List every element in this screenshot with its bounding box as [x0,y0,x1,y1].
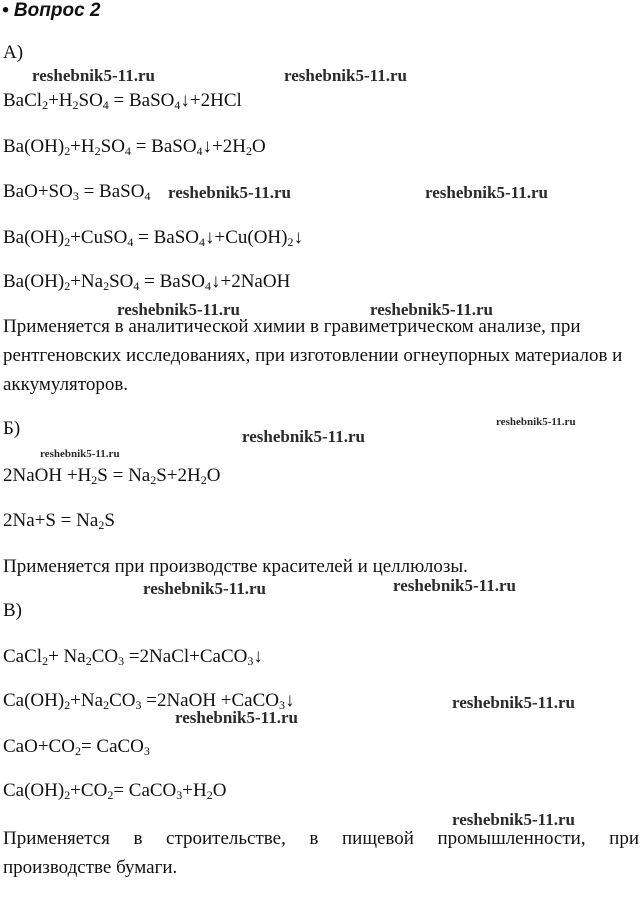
watermark: reshebnik5-11.ru [393,576,516,595]
watermark: reshebnik5-11.ru [40,448,120,460]
equation-a5: $Ba(OH)_2+Na_2SO_4$ = BaSO$_4$↓+2NaOH [3,271,291,293]
equation-a4: $Ba(OH)_2+CuSO_4$ = $BaSO_4↓+Cu(OH)_2↓$ [3,227,303,249]
watermark: reshebnik5-11.ru [370,300,493,319]
equation-b2: $2Na+S = Na_2S$ [3,510,115,532]
watermark: reshebnik5-11.ru [284,66,407,85]
equation-a2: $Ba(OH)_2+H_2SO_4$ = $BaSO_4↓+2H_2O$ [3,136,266,158]
watermark: reshebnik5-11.ru [452,810,575,829]
section-a-label: А) [3,42,24,63]
section-b-label: Б) [3,418,21,439]
watermark: reshebnik5-11.ru [175,708,298,727]
section-a-text: Применяется в аналитической химии в гравиметрическом анализе, при рентгеновских исследованиях, при изготовлении огнеупорных материалов и аккумуляторов. [3,316,623,395]
watermark: reshebnik5-11.ru [168,183,291,202]
watermark: reshebnik5-11.ru [425,183,548,202]
section-b-text: Применяется при производстве красителей и целлюлозы. [3,556,468,577]
equation-c2: $Ca(OH)_2+Na_2CO_3$ =2NaOH +CaCO$_3$↓ [3,690,295,712]
equation-a1: $BaCl_2+H_2SO_4$ = BaSO$_4$↓+2HCl [3,90,242,112]
equation-c4: $Ca(OH)_2+CO_2=$ $CaCO_3+H_2O$ [3,780,227,802]
watermark: reshebnik5-11.ru [117,300,240,319]
section-c-text: Применяется в строительстве, в пищевой промышленности, при производстве бумаги. [3,828,639,878]
watermark: reshebnik5-11.ru [452,693,575,712]
watermark: reshebnik5-11.ru [143,579,266,598]
watermark: reshebnik5-11.ru [496,416,576,428]
question-title: • Вопрос 2 [2,0,101,21]
equation-a3: $BaO+SO_3$ = BaSO$_4$ [3,181,151,203]
watermark: reshebnik5-11.ru [32,66,155,85]
watermark: reshebnik5-11.ru [242,427,365,446]
equation-b1: 2NaOH $+H_2S = Na_2S+2H_2O$ [3,465,221,487]
equation-c1: CaCl$_2$+ $Na_2CO_3$ =2NaCl+CaCO$_3$↓ [3,646,263,668]
section-c-label: В) [3,600,22,621]
equation-c3: $CaO+CO_2=$ CaCO$_3$ [3,736,150,758]
